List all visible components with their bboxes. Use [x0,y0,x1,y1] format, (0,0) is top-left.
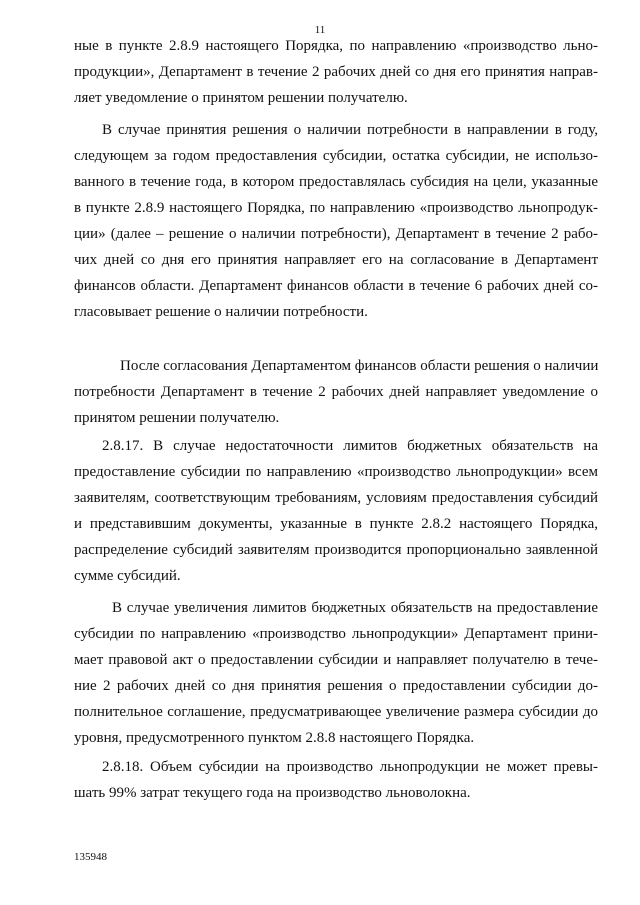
text-line: принятом решении получателю. [74,410,280,426]
text-line: ции» (далее – решение о наличии потребности), Департамент в течение 2 рабо- [74,226,598,242]
text-line: следующем за годом предоставления субсидии, остатка субсидии, не использо- [74,148,598,164]
text-line: мает правовой акт о предоставлении субсидии и направляет получателю в тече- [74,652,598,668]
text-line: 2.8.17. В случае недостаточности лимитов бюджетных обязательств на [102,438,598,454]
text-line: В случае увеличения лимитов бюджетных обязательств на предоставление [112,600,598,616]
text-line: распределение субсидий заявителям производится пропорционально заявленной [74,542,598,558]
text-line: финансов области. Департамент финансов области в течение 6 рабочих дней со- [74,278,598,294]
text-line: субсидии по направлению «производство льнопродукции» Департамент прини- [74,626,598,642]
text-line: потребности Департамент в течение 2 рабочих дней направляет уведомление о [74,384,598,400]
document-code: 135948 [74,851,107,863]
text-line: 2.8.18. Объем субсидии на производство льнопродукции не может превы- [102,759,598,775]
text-line: гласовывает решение о наличии потребности. [74,304,368,320]
text-line: шать 99% затрат текущего года на производство льноволокна. [74,785,471,801]
text-line: ние 2 рабочих дней со дня принятия решения о предоставлении субсидии до- [74,678,598,694]
text-line: предоставление субсидии по направлению «производство льнопродукции» всем [74,464,598,480]
text-line: и представившим документы, указанные в пункте 2.8.2 настоящего Порядка, [74,516,598,532]
text-line: чих дней со дня его принятия направляет его на согласование в Департамент [74,252,598,268]
text-line: продукции», Департамент в течение 2 рабочих дней со дня его принятия направ- [74,64,598,80]
page-number: 11 [314,24,326,36]
text-line: После согласования Департаментом финансов области решения о наличии [120,358,599,374]
text-line: В случае принятия решения о наличии потребности в направлении в году, [102,122,598,138]
text-line: ляет уведомление о принятом решении получателю. [74,90,408,106]
text-line: уровня, предусмотренного пунктом 2.8.8 настоящего Порядка. [74,730,475,746]
text-line: сумме субсидий. [74,568,181,584]
text-line: заявителям, соответствующим требованиям, условиям предоставления субсидий [74,490,598,506]
text-line: полнительное соглашение, предусматривающее увеличение размера субсидии до [74,704,598,720]
text-line: ванного в течение года, в котором предоставлялась субсидия на цели, указанные [74,174,598,190]
text-line: ные в пункте 2.8.9 настоящего Порядка, по направлению «производство льно- [74,38,598,54]
text-line: в пункте 2.8.9 настоящего Порядка, по направлению «производство льнопродук- [74,200,598,216]
